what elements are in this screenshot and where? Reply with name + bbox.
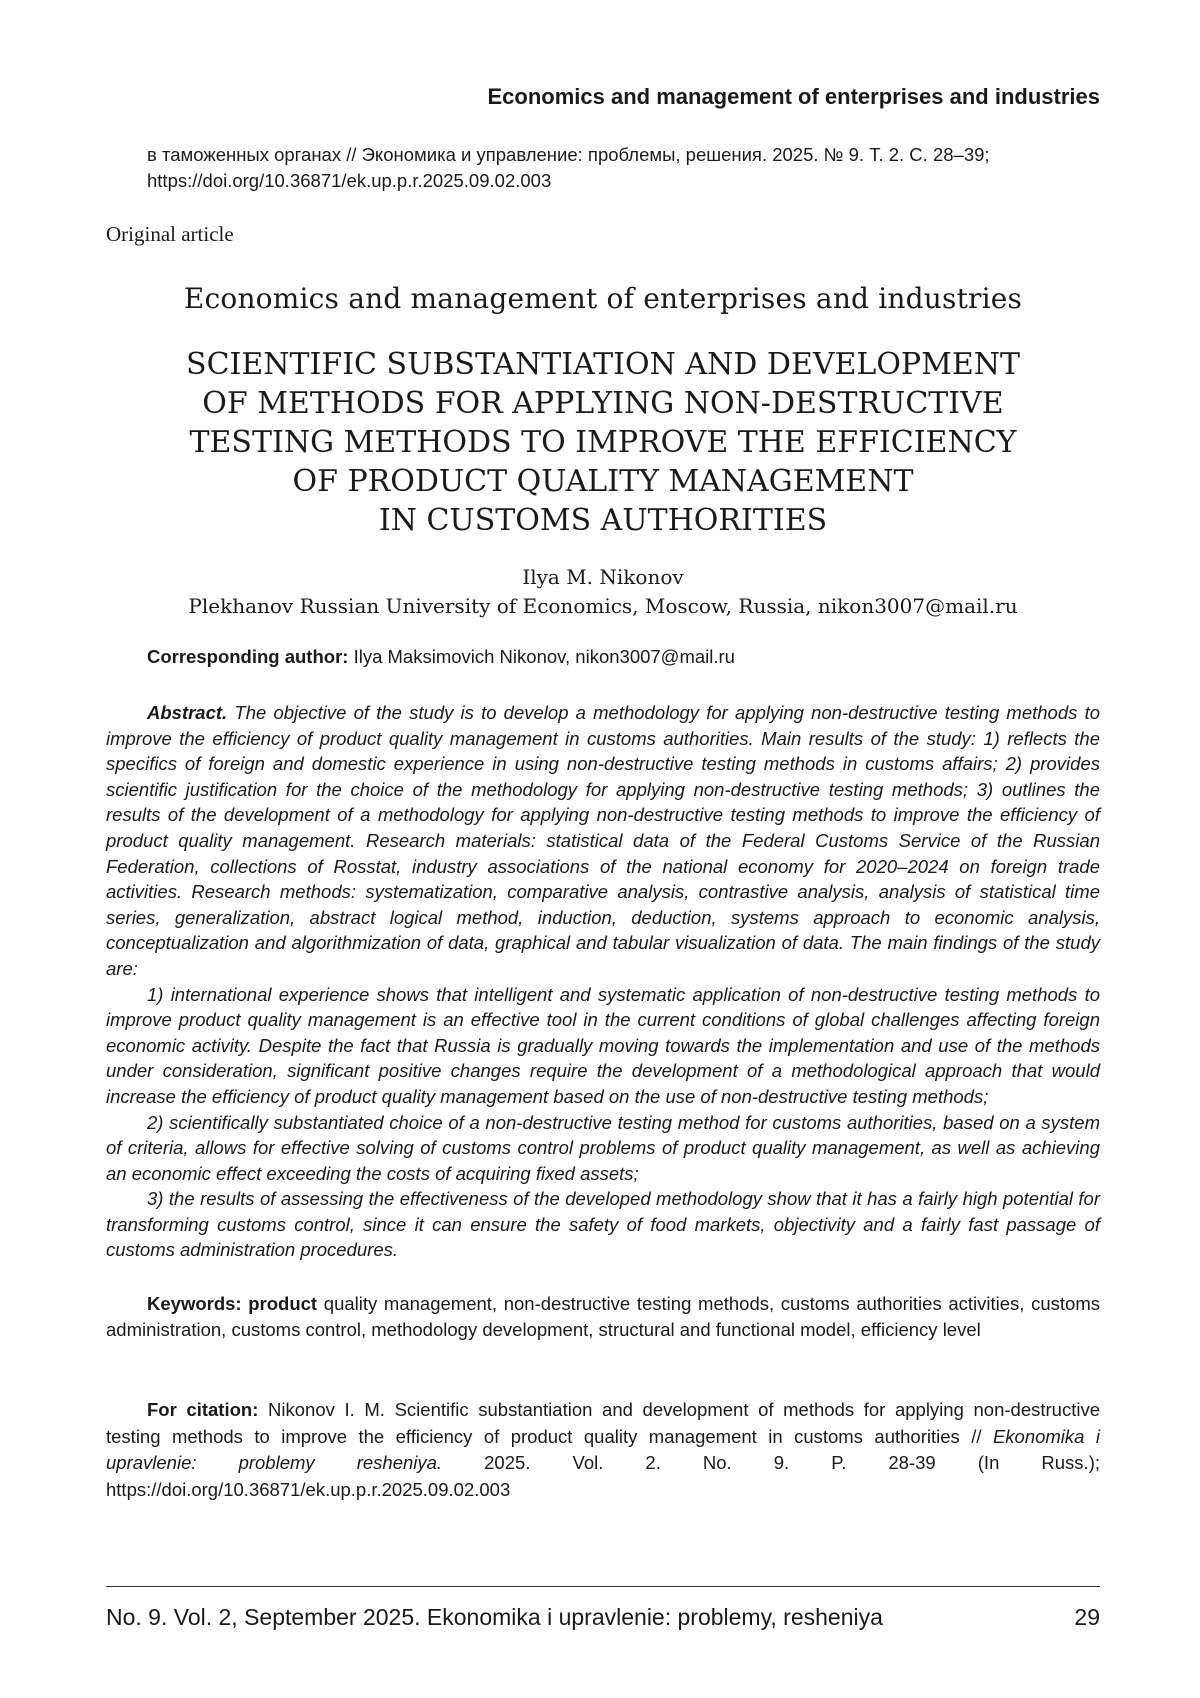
- abstract: [106, 700, 1100, 1263]
- citation-text: Nikonov I. M. Scientific substantiation and development of methods for applying non-destructive testing methods to improve the efficiency of product quality management in customs authorities //: [106, 1399, 1100, 1447]
- citation-label: For citation:: [147, 1399, 259, 1420]
- keywords-label: Keywords: product: [147, 1293, 318, 1314]
- author-affiliation: Plekhanov Russian University of Economics, Moscow, Russia, nikon3007@mail.ru: [188, 594, 1018, 618]
- title-line: OF METHODS FOR APPLYING NON-DESTRUCTIVE: [202, 386, 1004, 421]
- page-number: 29: [1074, 1604, 1100, 1630]
- title-line: TESTING METHODS TO IMPROVE THE EFFICIENCY: [189, 425, 1017, 460]
- section-title: Economics and management of enterprises and industries: [183, 282, 1023, 315]
- title-line: SCIENTIFIC SUBSTANTIATION AND DEVELOPMENT: [186, 347, 1020, 382]
- title-line: IN CUSTOMS AUTHORITIES: [378, 503, 828, 538]
- corresponding-author: [147, 646, 1100, 668]
- article-title: [106, 345, 1100, 540]
- reference-line-1: в таможенных органах // Экономика и управление: проблемы, решения. 2025. № 9. Т. 2. С. 28–39;: [147, 144, 990, 165]
- reference-continuation: [147, 142, 1100, 194]
- author-name: Ilya M. Nikonov: [522, 565, 684, 589]
- page-footer: [106, 1604, 1100, 1631]
- keywords: [106, 1291, 1100, 1343]
- abstract-intro: [106, 700, 1100, 982]
- abstract-finding-1: 1) international experience shows that intelligent and systematic application of non-destructive testing methods to improve product quality management is an effective tool in the current conditions of global challenges affecting foreign economic activity. Despite the fact that Russia is gradually moving towards the implementation and use of the methods under consideration, significant positive changes require the development of a methodological approach that would increase the efficiency of product quality management based on the use of non-destructive testing methods;: [106, 983, 1100, 1107]
- citation-journal: Ekonomika i upravlenie: problemy resheniya.: [106, 1425, 1101, 1473]
- abstract-intro-text: The objective of the study is to develop a methodology for applying non-destructive testing methods to improve the efficiency of product quality management in customs authorities. Main results of the study: 1) reflects the specifics of foreign and domestic experience in using non-destructive testing methods in customs affairs; 2) provides scientific justification for the choice of the methodology for applying non-destructive testing methods; 3) outlines the results of the development of a methodology for applying non-destructive testing methods to improve the efficiency of product quality management. Research materials: statistical data of the Federal Customs Service of the Russian Federation, collections of Rosstat, industry associations of the national economy for 2020–2024 on foreign trade activities. Research methods: systematization, comparative analysis, contrastive analysis, analysis of statistical time series, generalization, abstract logical method, induction, deduction, systems approach to economic analysis, conceptualization and algorithmization of data, graphical and tabular visualization of data. The main findings of the study are:: [106, 702, 1100, 979]
- keywords-text: quality management, non-destructive testing methods, customs authorities activities, customs administration, customs control, methodology development, structural and functional model, efficiency level: [106, 1293, 1100, 1340]
- citation: [106, 1397, 1100, 1503]
- citation-doi[interactable]: 2025. Vol. 2. No. 9. P. 28-39 (In Russ.); https://doi.org/10.36871/ek.up.p.r.2025.09.02.003: [106, 1452, 1100, 1500]
- footer-divider: [106, 1586, 1100, 1587]
- footer-issue: No. 9. Vol. 2, September 2025. Ekonomika i upravlenie: problemy, resheniya: [106, 1604, 883, 1630]
- running-header: Economics and management of enterprises and industries: [487, 84, 1100, 109]
- corresponding-text: Ilya Maksimovich Nikonov, nikon3007@mail.ru: [353, 646, 735, 667]
- title-line: OF PRODUCT QUALITY MANAGEMENT: [292, 464, 914, 499]
- abstract-finding-2: 2) scientifically substantiated choice of a non-destructive testing method for customs authorities, based on a system of criteria, allows for effective solving of customs control problems of product quality management, as well as achieving an economic effect exceeding the costs of acquiring fixed assets;: [106, 1111, 1100, 1184]
- corresponding-label: Corresponding author:: [147, 646, 349, 667]
- article-type: Original article: [106, 222, 234, 246]
- author-block: [106, 563, 1100, 621]
- abstract-finding-3: 3) the results of assessing the effectiveness of the developed methodology show that it has a fairly high potential for transforming customs control, since it can ensure the safety of food markets, objectivity and a fairly fast passage of customs administration procedures.: [106, 1188, 1100, 1261]
- reference-doi[interactable]: https://doi.org/10.36871/ek.up.p.r.2025.09.02.003: [147, 170, 552, 191]
- abstract-label: Abstract.: [147, 702, 228, 723]
